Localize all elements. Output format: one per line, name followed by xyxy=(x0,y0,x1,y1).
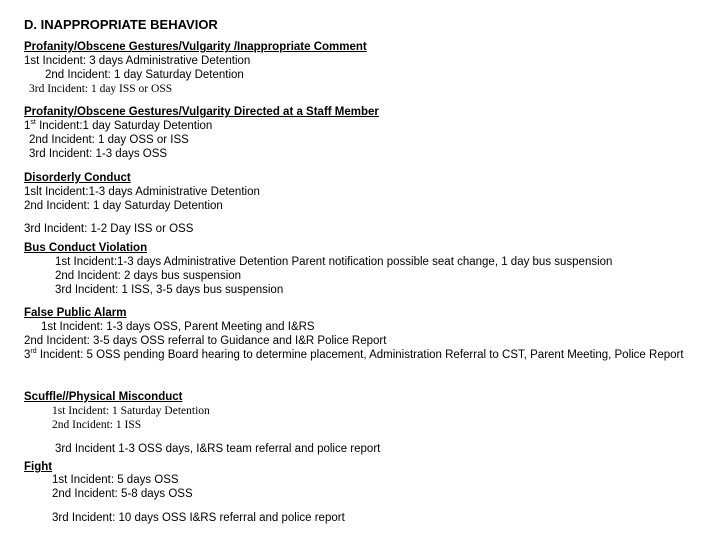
incident-line: 2nd Incident: 1 day Saturday Detention xyxy=(45,69,244,81)
section-heading-profanity: Profanity/Obscene Gestures/Vulgarity /Inappropriate Comment xyxy=(24,41,367,53)
incident-line: 3rd Incident 1-3 OSS days, I&RS team referral and police report xyxy=(55,443,381,455)
incident-line: 3rd Incident: 1 ISS, 3-5 days bus suspension xyxy=(55,284,284,296)
incident-text: Incident:1 day Saturday Detention xyxy=(39,120,213,132)
section-heading-disorderly-conduct: Disorderly Conduct xyxy=(24,172,131,184)
section-heading-fight: Fight xyxy=(24,461,53,473)
ordinal-number: 1 xyxy=(24,120,31,132)
incident-line: 1st Incident: 3 days Administrative Detention xyxy=(24,55,251,67)
section-heading-bus-conduct: Bus Conduct Violation xyxy=(24,242,148,254)
incident-line: 2nd Incident: 2 days bus suspension xyxy=(55,270,242,282)
incident-line: 2nd Incident: 1 day Saturday Detention xyxy=(24,200,223,212)
ordinal-suffix: st xyxy=(30,119,36,127)
incident-line xyxy=(24,119,212,133)
incident-line: 3rd Incident: 1-3 days OSS xyxy=(29,148,168,160)
section-heading-scuffle: Scuffle//Physical Misconduct xyxy=(24,391,183,403)
section-heading-false-alarm: False Public Alarm xyxy=(24,307,127,319)
incident-line: 3rd Incident: 10 days OSS I&RS referral and police report xyxy=(52,512,345,524)
incident-line: 1slt Incident:1-3 days Administrative Detention xyxy=(24,186,260,198)
incident-line: 2nd Incident: 1 day OSS or ISS xyxy=(29,134,189,146)
incident-line: 1st Incident: 5 days OSS xyxy=(52,474,179,486)
incident-line: 3rd Incident: 1 day ISS or OSS xyxy=(29,83,173,95)
incident-line: 2nd Incident: 3-5 days OSS referral to Guidance and I&R Police Report xyxy=(24,335,387,347)
page-title: D. INAPPROPRIATE BEHAVIOR xyxy=(24,17,218,32)
incident-line: 3rd Incident: 1-2 Day ISS or OSS xyxy=(24,223,194,235)
incident-line: 1st Incident: 1-3 days OSS, Parent Meeting and I&RS xyxy=(41,321,315,333)
section-heading-profanity-staff: Profanity/Obscene Gestures/Vulgarity Directed at a Staff Member xyxy=(24,106,379,118)
incident-line: 1st Incident: 1 Saturday Detention xyxy=(52,405,210,417)
incident-text: Incident: 5 OSS pending Board hearing to determine placement, Administration Referral to CST, Parent Meeting, Police Report xyxy=(36,349,684,361)
incident-line: 2nd Incident: 1 ISS xyxy=(52,419,142,431)
incident-line: 1st Incident:1-3 days Administrative Detention Parent notification possible seat change, 1 day bus suspension xyxy=(55,256,613,268)
ordinal-number: 3 xyxy=(24,349,31,361)
ordinal-suffix: rd xyxy=(30,348,37,356)
incident-line xyxy=(24,348,684,362)
incident-line: 2nd Incident: 5-8 days OSS xyxy=(52,488,193,500)
